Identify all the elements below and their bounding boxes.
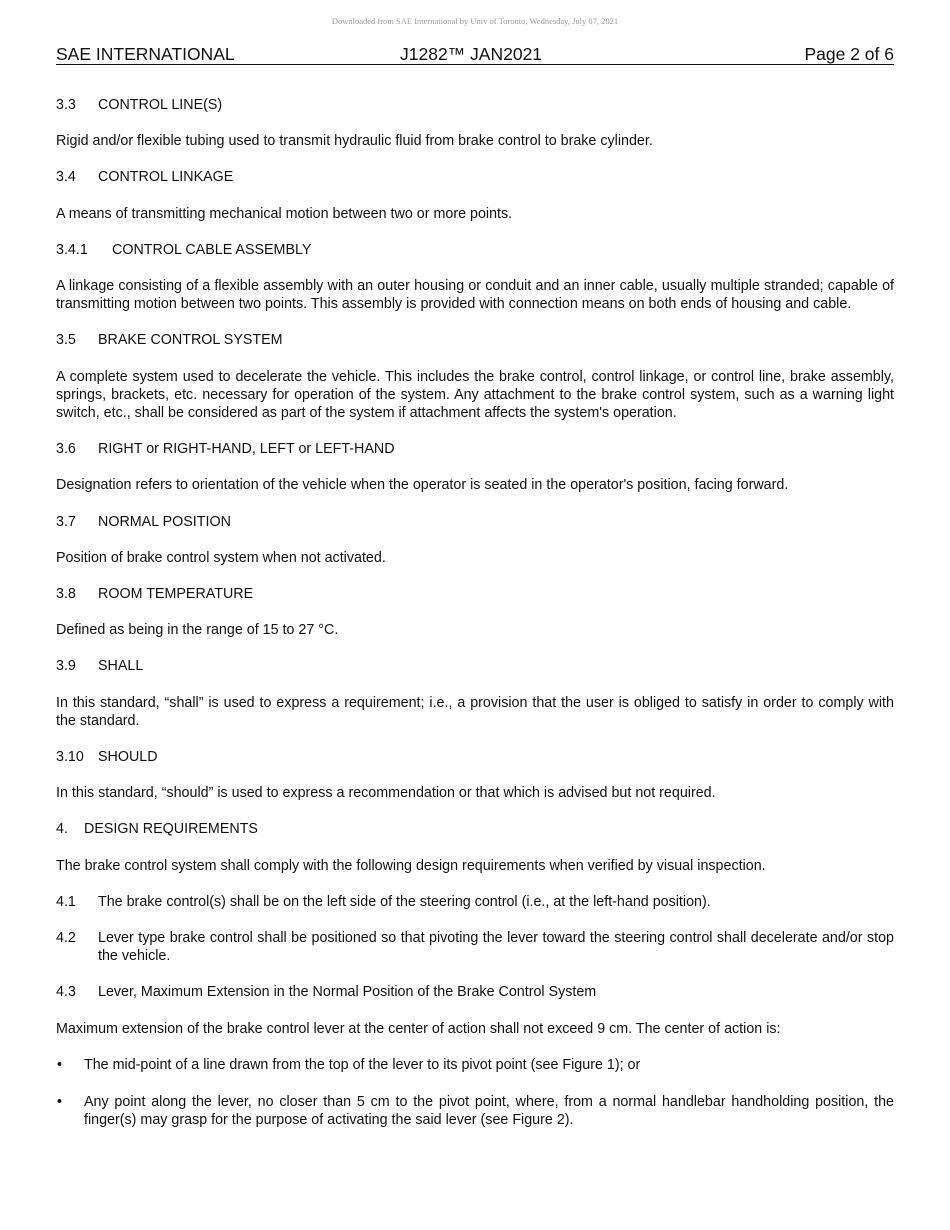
section-title: BRAKE CONTROL SYSTEM [98,332,283,349]
section-number: 3.5 [56,332,76,349]
section-heading-3-10 [56,748,894,766]
bullet-item [56,1056,894,1074]
bullet-item [56,1093,894,1129]
bullet-text: The mid-point of a line drawn from the top of the lever to its pivot point (see Figure 1); or [84,1056,641,1073]
section-number: 4.3 [56,984,76,1001]
header-document-id: J1282™ JAN2021 [400,44,543,64]
bullet-symbol: • [57,1056,63,1073]
section-text-3-3: Rigid and/or flexible tubing used to transmit hydraulic fluid from brake control to brake cylinder. [56,133,653,150]
section-heading-3-7 [56,513,894,531]
bullet-symbol: • [57,1094,63,1111]
requirement-4-2 [56,929,894,965]
bullet-text: Any point along the lever, no closer than 5 cm to the pivot point, where, from a normal handlebar handholding position, the finger(s) may grasp for the purpose of activating the said lever (see Figure 2). [84,1094,894,1129]
section-text-3-4-1: A linkage consisting of a flexible assembly with an outer housing or conduit and an inner cable, usually multiple stranded; capable of transmitting motion between two points. This assembly is provided with connection means on both ends of housing and cable. [56,278,894,313]
requirement-number: 4.2 [56,930,76,947]
section-number: 3.8 [56,586,76,603]
header-page-number: Page 2 of 6 [804,44,894,64]
section-text-3-6: Designation refers to orientation of the vehicle when the operator is seated in the operator's position, facing forward. [56,477,789,494]
section-title: SHALL [98,658,144,675]
section-heading-4-3 [56,983,894,1001]
section-text-3-9: In this standard, “shall” is used to express a requirement; i.e., a provision that the user is obliged to satisfy in order to comply with the standard. [56,694,894,729]
section-text-3-5: A complete system used to decelerate the vehicle. This includes the brake control, control linkage, or control line, brake assembly, springs, brackets, etc. necessary for operation of the system. Any attachment to the brake control system, such as a warning light switch, etc., shall be considered as part of the system if attachment affects the system's operation. [56,368,894,422]
section-heading-3-5 [56,331,894,349]
requirement-number: 4.1 [56,893,76,910]
section-text-4-3: Maximum extension of the brake control lever at the center of action shall not exceed 9 cm. The center of action is: [56,1020,781,1037]
section-title: DESIGN REQUIREMENTS [84,821,258,838]
section-title: CONTROL LINKAGE [98,169,234,186]
section-number: 3.7 [56,513,76,530]
section-text-3-8: Defined as being in the range of 15 to 27 °C. [56,622,339,639]
document-body [56,96,894,1149]
section-title: NORMAL POSITION [98,513,231,530]
section-title: ROOM TEMPERATURE [98,586,254,603]
section-heading-3-6 [56,440,894,458]
section-heading-3-4 [56,168,894,186]
section-number: 3.3 [56,97,76,113]
section-number: 3.9 [56,658,76,675]
requirement-4-1 [56,893,894,911]
header-organization: SAE INTERNATIONAL [56,44,235,64]
section-heading-3-3 [56,96,894,114]
section-heading-3-9 [56,657,894,675]
section-number: 4. [56,821,68,838]
section-heading-4 [56,820,894,838]
section-text-3-4: A means of transmitting mechanical motion between two or more points. [56,205,513,222]
section-number: 3.4.1 [56,241,88,258]
section-title: CONTROL LINE(S) [98,97,223,113]
section-heading-3-4-1 [56,241,894,259]
section-text-3-10: In this standard, “should” is used to express a recommendation or that which is advised but not required. [56,785,716,802]
download-watermark: Downloaded from SAE International by Univ of Toronto, Wednesday, July 07, 2021 [331,16,619,26]
requirement-text: The brake control(s) shall be on the left side of the steering control (i.e., at the left-hand position). [98,893,711,910]
section-title: CONTROL CABLE ASSEMBLY [112,241,312,258]
section-text-4: The brake control system shall comply with the following design requirements when verified by visual inspection. [56,857,766,874]
requirement-text: Lever type brake control shall be positioned so that pivoting the lever toward the steering control shall decelerate and/or stop the vehicle. [98,930,894,965]
section-number: 3.4 [56,169,76,186]
section-text-3-7: Position of brake control system when not activated. [56,549,386,566]
section-number: 3.10 [56,749,84,766]
section-title: SHOULD [98,749,158,766]
section-title: RIGHT or RIGHT-HAND, LEFT or LEFT-HAND [98,441,395,458]
section-number: 3.6 [56,441,76,458]
page-header [56,44,894,65]
section-heading-3-8 [56,585,894,603]
section-title: Lever, Maximum Extension in the Normal Position of the Brake Control System [98,984,597,1001]
